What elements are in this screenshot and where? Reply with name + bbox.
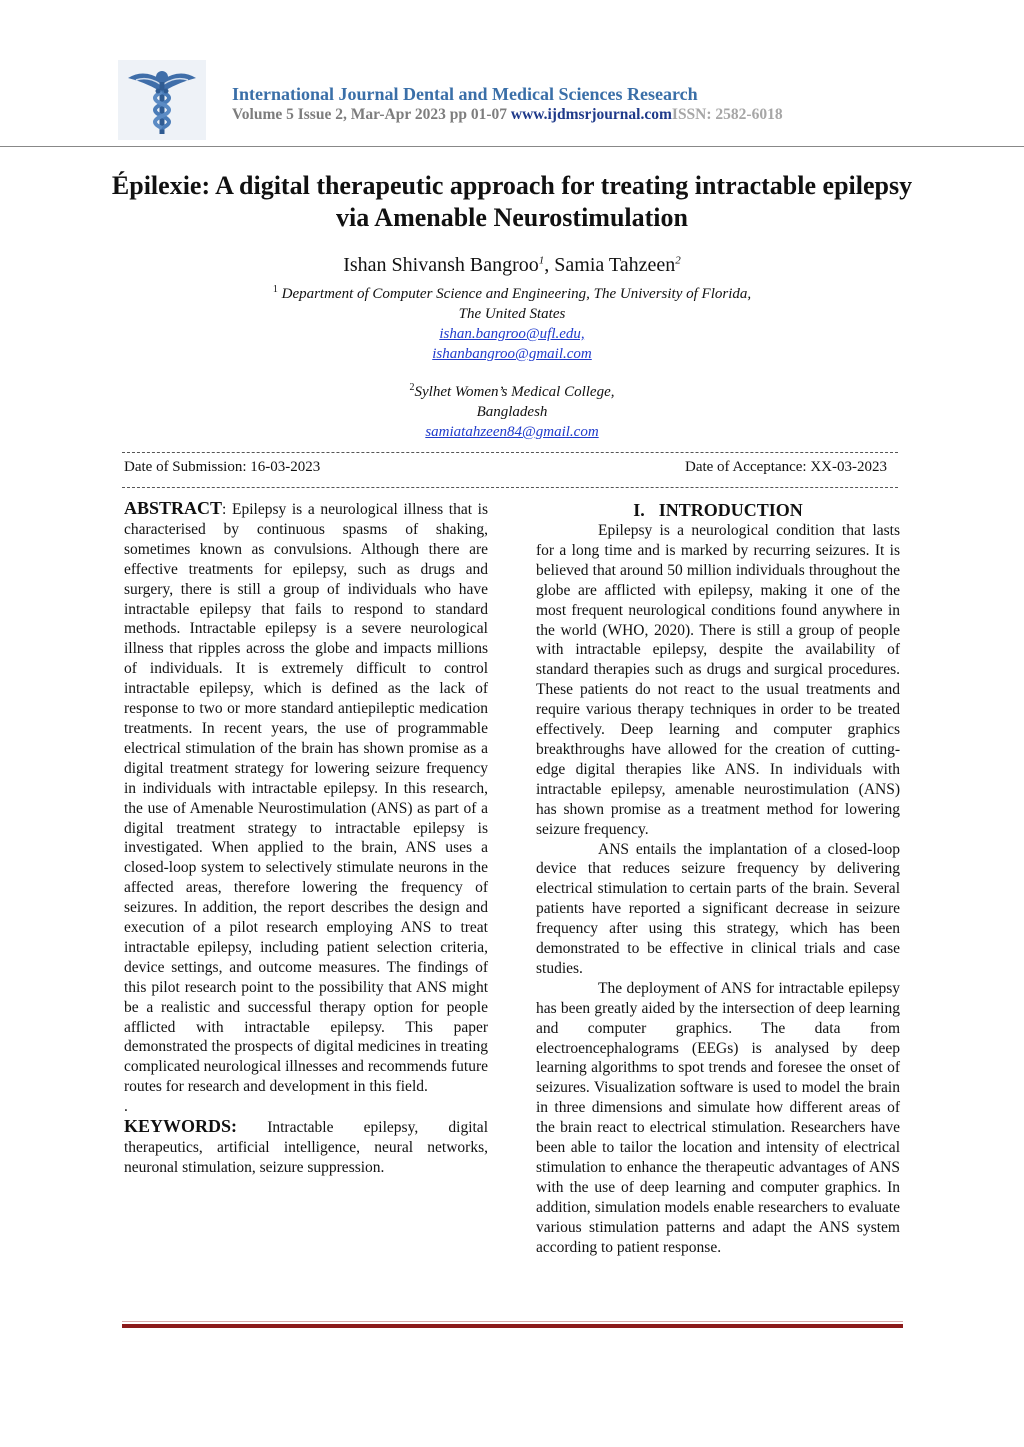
author-1-email-gmail[interactable]: ishanbangroo@gmail.com (432, 346, 592, 362)
abstract-label: ABSTRACT (124, 498, 223, 518)
affiliation-1 (110, 280, 914, 364)
journal-website[interactable]: www.ijdmsrjournal.com (510, 106, 672, 123)
abstract-trailing-dot: . (124, 1098, 128, 1116)
intro-paragraph-2: ANS entails the implantation of a closed-loop device that reduces seizure frequency by delivering electrical stimulation to certain parts of the brain. Several patients have reported a significant decrease in seizure frequency after using this strategy, which has been demonstrated to be effective in clinical trials and case studies. (536, 840, 900, 977)
header-divider (0, 146, 1024, 147)
journal-logo (118, 60, 206, 140)
dashed-divider-top (122, 452, 898, 453)
dashed-divider-bottom (122, 487, 898, 488)
author-1-email-ufl[interactable]: ishan.bangroo@ufl.edu, (439, 326, 585, 342)
author-2-email[interactable]: samiatahzeen84@gmail.com (425, 424, 599, 440)
footer-divider (122, 1324, 903, 1328)
author-separator: , (544, 254, 555, 276)
date-of-submission: Date of Submission: 16-03-2023 (124, 459, 321, 475)
affiliation-2-country: Bangladesh (476, 404, 548, 420)
issn: ISSN: 2582-6018 (671, 106, 783, 123)
author-1: Ishan Shivansh Bangroo (343, 254, 539, 276)
issue-info: Volume 5 Issue 2, Mar-Apr 2023 pp 01-07 (232, 106, 511, 123)
footer-divider-thin (122, 1321, 903, 1322)
intro-paragraph-3: The deployment of ANS for intractable epilepsy has been greatly aided by the intersection of deep learning and computer graphics. The data from electroencephalograms (EEGs) is analysed by deep learning algorithms to spot trends and foresee the onset of seizures. Visualization software is used to model the brain in three dimensions and simulate how different areas of the brain react to electrical stimulation. Researchers have been able to tailor the location and intensity of electrical stimulation to enhance the therapeutic advantages of ANS with the use of deep learning and computer graphics. In addition, simulation models enable researchers to evaluate various stimulation patterns and adapt the ANS system according to patient response. (536, 979, 900, 1256)
affiliation-1-mark: 1 (272, 284, 278, 295)
section-title: INTRODUCTION (658, 500, 803, 520)
journal-issue-line (232, 106, 783, 124)
author-2: Samia Tahzeen (554, 254, 676, 276)
section-heading-introduction (536, 499, 900, 521)
caduceus-icon (118, 60, 206, 140)
abstract-text: : Epilepsy is a neurological illness that is characterised by continuous spasms of shaking, sometimes known as convulsions. Although there are effective treatments for epilepsy, such as drugs and surgery, there is still a group of individuals who have intractable epilepsy that fails to respond to standard methods. Intractable epilepsy is a severe neurological illness that ripples across the globe and impacts millions of individuals. It is extremely difficult to control intractable epilepsy, which is defined as the lack of response to two or more standard antiepileptic medication treatments. In recent years, the use of programmable electrical stimulation of the brain has shown promise as a digital treatment strategy for lowering seizure frequency in individuals with intractable epilepsy. In this research, the use of Amenable Neurostimulation (ANS) as part of a digital treatment strategy to intractable epilepsy is investigated. When applied to the brain, ANS uses a closed-loop system to selectively stimulate neurons in the affected areas, therefore lowering the frequency of seizures. In addition, the report describes the design and execution of a pilot research employing ANS to treat intractable epilepsy, including patient selection criteria, device settings, and outcome measures. The findings of this pilot research point to the possibility that ANS might be a realistic and successful therapy option for people afflicted with intractable epilepsy. This paper demonstrated the prospects of digital medicines in treating complicated neurological illnesses and recommends future routes for research and development in this field. (124, 501, 488, 1096)
keywords (124, 1117, 488, 1178)
author-line (110, 254, 914, 277)
keywords-text: Intractable epilepsy, digital therapeutics, artificial intelligence, neural networks, neuronal stimulation, seizure suppression. (124, 1119, 488, 1176)
affiliation-1-dept: Department of Computer Science and Engineering, The University of Florida, (277, 286, 752, 302)
affiliation-2-mark: 2 (409, 382, 415, 393)
left-column (124, 499, 488, 1178)
keywords-label: KEYWORDS: (124, 1116, 238, 1137)
date-of-acceptance: Date of Acceptance: XX-03-2023 (684, 459, 887, 475)
affiliation-2 (110, 378, 914, 442)
paper-title: Épilexie: A digital therapeutic approach for treating intractable epilepsy via Amenable Neurostimulation (111, 171, 913, 232)
intro-paragraph-1: Epilepsy is a neurological condition that lasts for a long time and is marked by recurring seizures. It is believed that around 50 million individuals throughout the globe are afflicted with epilepsy, making it one of the most frequent neurological conditions found anywhere in the world (WHO, 2020). There is still a group of people with intractable epilepsy, despite the availability of standard therapies such as drugs and surgical procedures. These patients do not react to the usual treatments and require various therapy techniques in order to be treated effectively. Deep learning and computer graphics breakthroughs have allowed for the creation of cutting-edge digital therapies like ANS. In individuals with intractable epilepsy, amenable neurostimulation (ANS) has shown promise as a treatment method for lowering seizure frequency. (536, 522, 900, 838)
abstract (124, 499, 488, 1097)
right-column (536, 499, 900, 1258)
affiliation-1-country: The United States (458, 306, 566, 322)
journal-name: International Journal Dental and Medical Sciences Research (232, 84, 698, 104)
affiliation-2-college: Sylhet Women’s Medical College, (414, 384, 615, 400)
author-1-affil-mark: 1 (538, 254, 545, 267)
section-number: I. (633, 500, 645, 520)
author-2-affil-mark: 2 (675, 254, 681, 267)
